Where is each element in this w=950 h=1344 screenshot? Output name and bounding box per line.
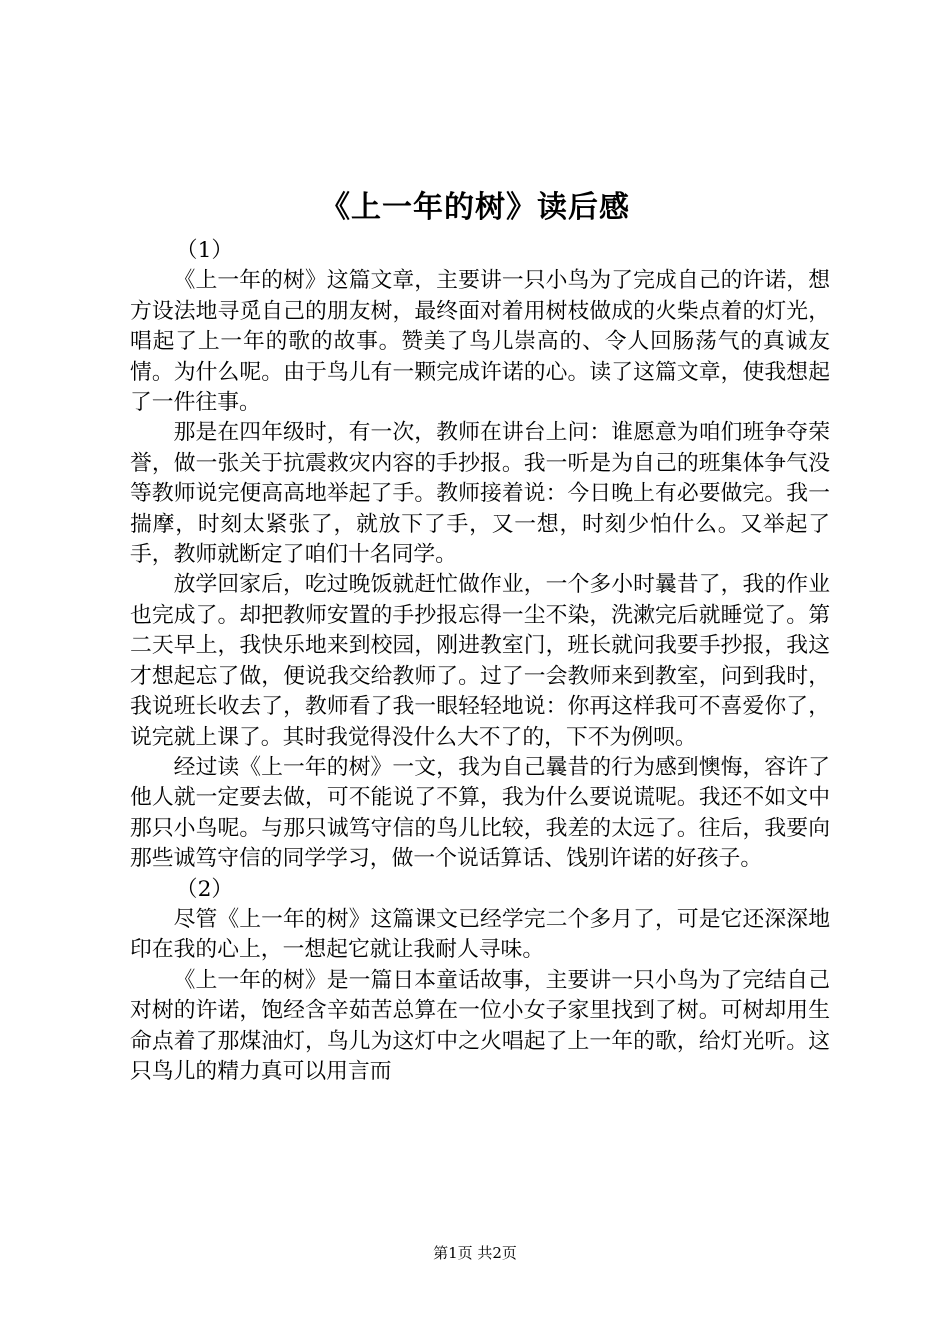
document-title: 《上一年的树》读后感: [320, 190, 630, 225]
paragraph: 《上一年的树》这篇文章，主要讲一只小鸟为了完成自己的许诺，想方设法地寻觅自己的朋友树，最终面对着用树枝做成的火柴点着的灯光，唱起了上一年的歌的故事。赞美了鸟儿崇高的、令人回肠荡气的真诚友情。为什么呢。由于鸟儿有一颗完成许诺的心。读了这篇文章，使我想起了一件往事。: [130, 268, 830, 416]
paragraph: 《上一年的树》是一篇日本童话故事，主要讲一只小鸟为了完结自己对树的许诺，饱经含辛茹苦总算在一位小女子家里找到了树。可树却用生命点着了那煤油灯，鸟儿为这灯中之火唱起了上一年的歌，给灯光听。这只鸟儿的精力真可以用言而: [130, 967, 830, 1084]
paragraph: 尽管《上一年的树》这篇课文已经学完二个多月了，可是它还深深地印在我的心上，一想起它就让我耐人寻味。: [130, 906, 830, 963]
paragraph: 那是在四年级时，有一次，教师在讲台上问：谁愿意为咱们班争夺荣誉，做一张关于抗震救灾内容的手抄报。我一听是为自己的班集体争气没等教师说完便高高地举起了手。教师接着说：今日晚上有必要做完。我一揣摩，时刻太紧张了，就放下了手，又一想，时刻少怕什么。又举起了手，教师就断定了咱们十名同学。: [130, 420, 830, 568]
document-body: [130, 236, 830, 1087]
paragraph: 经过读《上一年的树》一文，我为自己曩昔的行为感到懊悔，容许了他人就一定要去做，可不能说了不算，我为什么要说谎呢。我还不如文中那只小鸟呢。与那只诚笃守信的鸟儿比较，我差的太远了。往后，我要向那些诚笃守信的同学学习，做一个说话算话、饯别许诺的好孩子。: [130, 754, 830, 872]
section-number-1: （1）: [175, 238, 234, 263]
page-footer: 第1页 共2页: [433, 1244, 517, 1262]
section-number-2: （2）: [175, 876, 234, 902]
paragraph: 放学回家后，吃过晚饭就赶忙做作业，一个多小时曩昔了，我的作业也完成了。却把教师安置的手抄报忘得一尘不染，洗漱完后就睡觉了。第二天早上，我快乐地来到校园，刚进教室门，班长就问我要手抄报，我这才想起忘了做，便说我交给教师了。过了一会教师来到教室，问到我时，我说班长收去了，教师看了我一眼轻轻地说：你再这样我可不喜爱你了，说完就上课了。其时我觉得没什么大不了的，下不为例呗。: [130, 572, 830, 750]
